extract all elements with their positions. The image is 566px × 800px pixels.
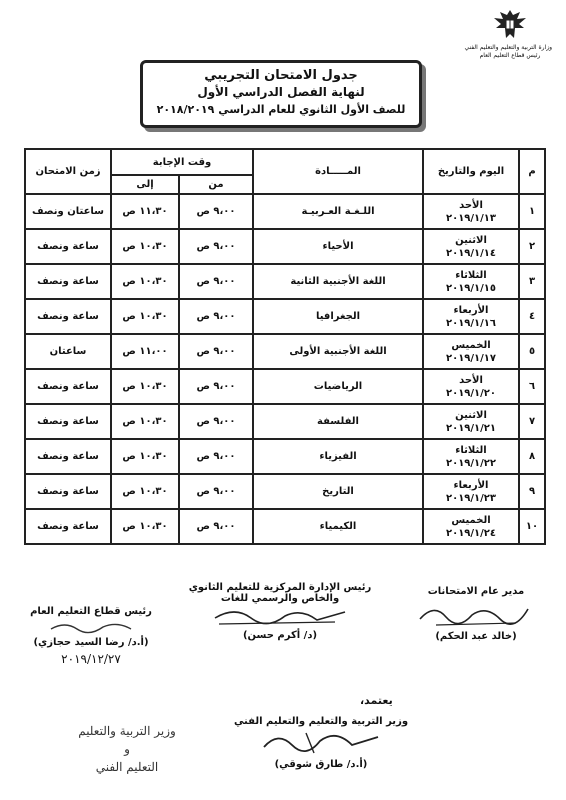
signature-central-admin [180, 582, 380, 641]
sector-name: (أ.د/ رضا السيد حجازي) [33, 637, 149, 648]
row-date: ٢٠١٩/١/٢٢ [445, 457, 497, 469]
row-from: ٩،٠٠ ص [179, 404, 253, 439]
row-subject: الكيمياء [253, 509, 423, 544]
header-num: م [519, 149, 545, 194]
row-day: الثلاثاء [455, 269, 487, 281]
row-from: ٩،٠٠ ص [179, 194, 253, 229]
minister-title: وزير التربية والتعليم والتعليم الفني [233, 716, 409, 727]
row-day: الخميس [451, 339, 491, 351]
table-row [25, 229, 545, 264]
row-day: الاثنين [455, 409, 487, 421]
central-title-1: رئيس الإدارة المركزية للتعليم الثانوي [188, 582, 372, 593]
sector-name: رئيس قطاع التعليم العام [479, 52, 541, 59]
row-day: الأربعاء [453, 479, 489, 491]
row-day-date [423, 299, 519, 334]
row-date: ٢٠١٩/١/٢٣ [445, 492, 497, 504]
row-num: ٩ [519, 474, 545, 509]
row-subject: التاريخ [253, 474, 423, 509]
row-to: ١٠،٣٠ ص [111, 299, 179, 334]
title-line-1: جدول الامتحان التجريبي [204, 68, 358, 83]
row-subject: الأحياء [253, 229, 423, 264]
row-to: ١٠،٣٠ ص [111, 264, 179, 299]
row-from: ٩،٠٠ ص [179, 299, 253, 334]
row-day-date [423, 509, 519, 544]
header-subject: المـــــادة [253, 149, 423, 194]
table-row [25, 264, 545, 299]
row-day-date [423, 334, 519, 369]
row-duration: ساعتان ونصف [25, 194, 111, 229]
row-from: ٩،٠٠ ص [179, 369, 253, 404]
header-day-date: اليوم والتاريخ [423, 149, 519, 194]
table-row [25, 474, 545, 509]
row-day-date [423, 229, 519, 264]
row-num: ٨ [519, 439, 545, 474]
sector-date: ٢٠١٩/١٢/٢٧ [61, 652, 121, 666]
row-subject: اللـغـة العـربيـة [253, 194, 423, 229]
row-subject: الرياضيات [253, 369, 423, 404]
signature-minister [226, 716, 416, 770]
central-name: (د/ أكرم حسن) [242, 630, 318, 641]
table-row [25, 334, 545, 369]
header-to: إلى [111, 175, 179, 194]
handwritten-signature-icon [205, 604, 355, 628]
row-subject: الجغرافيا [253, 299, 423, 334]
ministry-name: وزارة التربية والتعليم والتعليم الفني [464, 44, 552, 51]
row-from: ٩،٠٠ ص [179, 439, 253, 474]
row-duration: ساعة ونصف [25, 404, 111, 439]
row-num: ٧ [519, 404, 545, 439]
row-num: ٦ [519, 369, 545, 404]
row-duration: ساعة ونصف [25, 299, 111, 334]
row-to: ١٠،٣٠ ص [111, 404, 179, 439]
row-duration: ساعة ونصف [25, 474, 111, 509]
row-date: ٢٠١٩/١/١٤ [445, 247, 497, 259]
exam-schedule-table [24, 148, 546, 545]
stamp-line-3: التعليم الفني [95, 760, 159, 774]
title-line-2: لنهاية الفصل الدراسي الأول [197, 85, 365, 99]
minister-stamp [42, 722, 212, 776]
handwritten-signature-icon [41, 619, 141, 635]
row-subject: الفلسفة [253, 404, 423, 439]
minister-name: (أ.د/ طارق شوقي) [274, 759, 368, 770]
director-name: (خالد عبد الحكم) [435, 631, 517, 642]
row-num: ١٠ [519, 509, 545, 544]
central-title-2: والخاص والرسمي للغات [220, 593, 340, 604]
row-day-date [423, 369, 519, 404]
row-to: ١١،٠٠ ص [111, 334, 179, 369]
sector-title: رئيس قطاع التعليم العام [30, 606, 152, 617]
eagle-emblem-icon [490, 8, 530, 42]
row-day-date [423, 194, 519, 229]
signature-sector-head [6, 606, 176, 666]
row-num: ٤ [519, 299, 545, 334]
row-from: ٩،٠٠ ص [179, 229, 253, 264]
table-row [25, 299, 545, 334]
row-from: ٩،٠٠ ص [179, 509, 253, 544]
director-title: مدير عام الامتحانات [427, 586, 525, 597]
header-answer-time: وقت الإجابة [111, 149, 253, 175]
row-to: ١٠،٣٠ ص [111, 474, 179, 509]
table-row [25, 439, 545, 474]
row-duration: ساعة ونصف [25, 229, 111, 264]
signature-director [396, 586, 556, 642]
header-from: من [179, 175, 253, 194]
row-day: الأربعاء [453, 304, 489, 316]
row-from: ٩،٠٠ ص [179, 334, 253, 369]
row-num: ٥ [519, 334, 545, 369]
row-day: الأحد [459, 199, 483, 211]
handwritten-signature-icon [256, 727, 386, 757]
row-from: ٩،٠٠ ص [179, 264, 253, 299]
table-row [25, 509, 545, 544]
row-day-date [423, 474, 519, 509]
approval-label: يعتمد، [360, 694, 393, 707]
handwritten-signature-icon [416, 599, 536, 629]
row-subject: اللغة الأجنبية الأولى [253, 334, 423, 369]
row-day-date [423, 439, 519, 474]
row-date: ٢٠١٩/١/١٣ [445, 212, 497, 224]
row-day-date [423, 264, 519, 299]
stamp-line-2: و [124, 742, 130, 756]
row-duration: ساعة ونصف [25, 439, 111, 474]
row-from: ٩،٠٠ ص [179, 474, 253, 509]
row-subject: اللغة الأجنبية الثانية [253, 264, 423, 299]
table-row [25, 404, 545, 439]
row-day: الثلاثاء [455, 444, 487, 456]
row-to: ١٠،٣٠ ص [111, 439, 179, 474]
row-duration: ساعة ونصف [25, 509, 111, 544]
row-date: ٢٠١٩/١/١٧ [445, 352, 497, 364]
row-date: ٢٠١٩/١/٢١ [445, 422, 497, 434]
row-num: ١ [519, 194, 545, 229]
row-subject: الفيزياء [253, 439, 423, 474]
row-day-date [423, 404, 519, 439]
table-row [25, 194, 545, 229]
row-to: ١٠،٣٠ ص [111, 369, 179, 404]
row-num: ٣ [519, 264, 545, 299]
title-line-3: للصف الأول الثانوي للعام الدراسي ٢٠١٨/٢٠١٩ [156, 103, 406, 116]
document-title [140, 60, 422, 128]
row-date: ٢٠١٩/١/٢٠ [445, 387, 497, 399]
row-num: ٢ [519, 229, 545, 264]
ministry-header [464, 8, 552, 60]
row-to: ١٠،٣٠ ص [111, 509, 179, 544]
row-day: الخميس [451, 514, 491, 526]
stamp-line-1: وزير التربية والتعليم [78, 724, 176, 738]
row-date: ٢٠١٩/١/١٥ [445, 282, 497, 294]
row-date: ٢٠١٩/١/٢٤ [445, 527, 497, 539]
row-duration: ساعة ونصف [25, 264, 111, 299]
table-row [25, 369, 545, 404]
row-date: ٢٠١٩/١/١٦ [445, 317, 497, 329]
row-day: الاثنين [455, 234, 487, 246]
header-duration: زمن الامتحان [25, 149, 111, 194]
row-duration: ساعة ونصف [25, 369, 111, 404]
row-to: ١٠،٣٠ ص [111, 229, 179, 264]
row-day: الأحد [459, 374, 483, 386]
row-to: ١١،٣٠ ص [111, 194, 179, 229]
row-duration: ساعتان [25, 334, 111, 369]
